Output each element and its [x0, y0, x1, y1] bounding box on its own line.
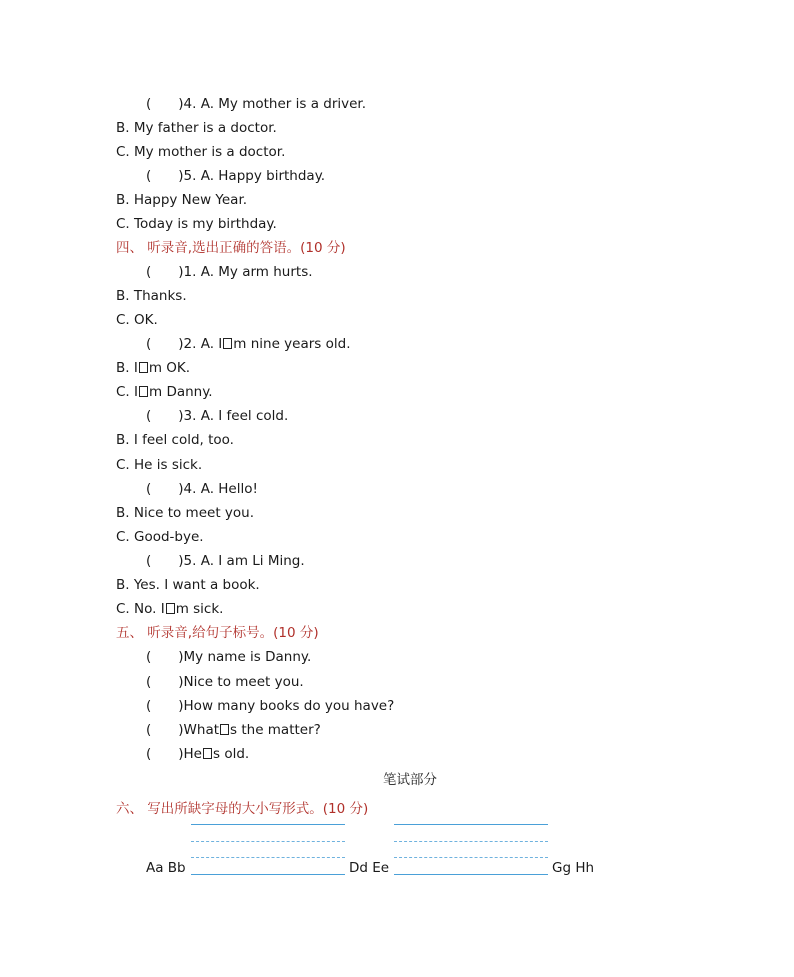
sentence-item: ( )How many books do you have? [146, 698, 395, 714]
sentence-item: ( )Nice to meet you. [146, 674, 304, 690]
section-6-heading: 六、 写出所缺字母的大小写形式。(10 分) [116, 801, 369, 817]
option-c: C. Today is my birthday. [116, 216, 277, 232]
option-b: B. Nice to meet you. [116, 505, 254, 521]
missing-char-box [220, 724, 229, 735]
option-c: C. He is sick. [116, 457, 203, 473]
question-4: ( )4. A. My mother is a driver. [146, 96, 367, 112]
question-2: ( )2. A. I m nine years old. [146, 336, 351, 352]
option-b: B. I feel cold, too. [116, 432, 234, 448]
missing-char-box [166, 603, 175, 614]
option-b: B. Happy New Year. [116, 192, 248, 208]
section-4-heading: 四、 听录音,选出正确的答语。(10 分) [116, 240, 346, 256]
sentence-item: ( )My name is Danny. [146, 649, 312, 665]
letters-gg-hh: Gg Hh [552, 860, 595, 876]
option-b: B. Yes. I want a book. [116, 577, 260, 593]
writing-line-top [394, 824, 548, 825]
option-c: C. Good-bye. [116, 529, 204, 545]
writing-line-bottom [191, 874, 345, 875]
option-c: C. I m Danny. [116, 384, 213, 400]
writing-line-top [191, 824, 345, 825]
letters-aa-bb: Aa Bb [146, 860, 186, 876]
question-1: ( )1. A. My arm hurts. [146, 264, 313, 280]
writing-line-mid [191, 841, 345, 842]
missing-char-box [139, 386, 148, 397]
missing-char-box [223, 338, 232, 349]
option-b: B. My father is a doctor. [116, 120, 277, 136]
writing-line-base [191, 857, 345, 858]
sentence-item: ( )He s old. [146, 746, 250, 762]
question-5: ( )5. A. Happy birthday. [146, 168, 326, 184]
option-b: B. Thanks. [116, 288, 187, 304]
option-c: C. No. I m sick. [116, 601, 224, 617]
option-c: C. My mother is a doctor. [116, 144, 286, 160]
question-3: ( )3. A. I feel cold. [146, 408, 289, 424]
writing-line-base [394, 857, 548, 858]
writing-line-mid [394, 841, 548, 842]
missing-char-box [203, 748, 212, 759]
sentence-item: ( )What s the matter? [146, 722, 321, 738]
question-5: ( )5. A. I am Li Ming. [146, 553, 305, 569]
section-5-heading: 五、 听录音,给句子标号。(10 分) [116, 625, 319, 641]
missing-char-box [139, 362, 148, 373]
question-4: ( )4. A. Hello! [146, 481, 258, 497]
writing-line-bottom [394, 874, 548, 875]
letters-dd-ee: Dd Ee [349, 860, 390, 876]
option-c: C. OK. [116, 312, 158, 328]
option-b: B. I m OK. [116, 360, 191, 376]
written-part-title: 笔试部分 [383, 772, 437, 788]
